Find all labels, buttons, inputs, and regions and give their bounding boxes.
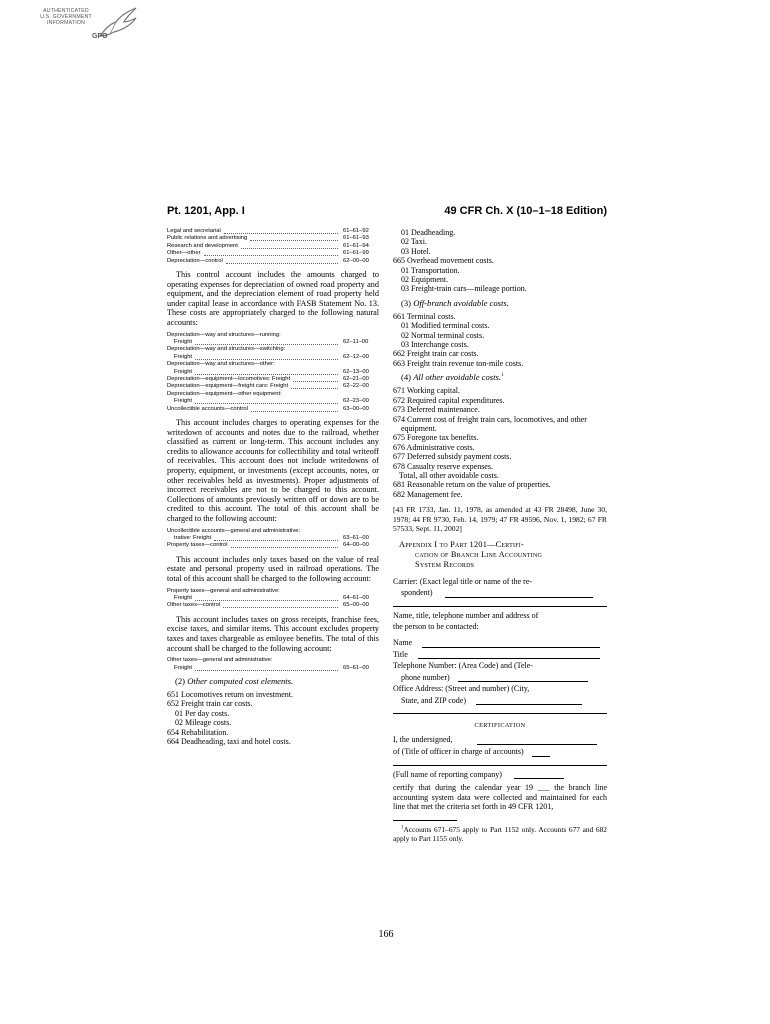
section-number: (3): [401, 297, 412, 308]
account-code: 65–00–00: [343, 602, 369, 609]
left-column: [167, 228, 379, 746]
name-field-row: [393, 638, 607, 648]
account-list: [167, 332, 379, 413]
list-item: 673 Deferred maintenance.: [393, 405, 480, 415]
account-name: trative: Freight: [174, 535, 212, 541]
carrier-label-cont: spondent): [401, 588, 433, 598]
account-heading: Depreciation—way and structures—other:: [167, 361, 275, 368]
officer-field-row: [393, 747, 607, 757]
account-name: Freight: [174, 339, 193, 345]
running-head-title: 49 CFR Ch. X (10–1–18 Edition): [444, 205, 607, 217]
list-item: 02 Equipment.: [401, 275, 449, 285]
list-item: 03 Hotel.: [401, 246, 431, 256]
officer-blank[interactable]: [532, 748, 550, 757]
list-item: 654 Rehabilitation.: [167, 727, 229, 737]
cost-item-list: [167, 690, 379, 746]
section-title: Off-branch avoidable costs.: [413, 297, 509, 308]
account-code: 65–61–00: [343, 664, 369, 671]
list-item-total: Total, all other avoidable costs.: [399, 470, 499, 480]
account-code: 63–00–00: [343, 405, 369, 412]
account-row: [167, 595, 379, 602]
list-item: 02 Mileage costs.: [175, 718, 232, 728]
account-list: [167, 588, 379, 610]
account-code: 62–23–00: [343, 398, 369, 405]
undersigned-label: I, the undersigned,: [393, 735, 453, 745]
account-name: Freight: [174, 664, 193, 671]
section-title: Other computed cost elements.: [187, 676, 294, 686]
office-label-cont: State, and ZIP code): [401, 695, 467, 705]
list-item: 02 Normal terminal costs.: [401, 330, 485, 340]
account-heading: Property taxes—general and administrative:: [167, 587, 280, 594]
office-blank[interactable]: [476, 696, 582, 705]
running-head-part: Pt. 1201, App. I: [167, 205, 245, 217]
phone-field-row: [393, 673, 607, 683]
list-item: 661 Terminal costs.: [393, 311, 456, 321]
name-label: Name: [393, 637, 413, 647]
account-code: 62–11–00: [343, 339, 369, 345]
gpo-label: GPO: [92, 33, 108, 40]
account-list: [167, 657, 379, 672]
account-code: 61–61–93: [343, 235, 369, 242]
list-item: 681 Reasonable return on the value of properties.: [393, 480, 551, 490]
officer-blank-line[interactable]: [393, 759, 607, 766]
account-row: [167, 398, 379, 405]
gpo-authentication-stamp: [30, 6, 142, 46]
account-code: 64–00–00: [343, 542, 369, 549]
stamp-line: INFORMATION: [46, 20, 86, 26]
cost-item-list: [393, 228, 607, 294]
contact-label-cont: the person to be contacted:: [393, 622, 479, 632]
account-name: Property taxes—control: [167, 542, 228, 549]
officer-label: of (Title of officer in charge of accounts): [393, 747, 524, 757]
carrier-label: Carrier: (Exact legal title or name of the re-: [393, 576, 533, 586]
list-item: 03 Freight-train cars—mileage portion.: [401, 284, 527, 294]
account-row: [167, 535, 379, 542]
account-row: [167, 258, 379, 265]
account-row: [167, 602, 379, 609]
amendment-citation: [43 FR 1733, Jan. 11, 1978, as amended at 43 FR 28498, June 30, 1978; 44 FR 9730, Feb. 14, 1979; 47 FR 49596, Nov. 1, 1982; 67 FR 57533, Sept. 11, 2002]: [393, 505, 607, 534]
carrier-field-row: [393, 588, 607, 598]
account-row: [167, 369, 379, 376]
appendix-title-line: Appendix I to Part 1201—Certifi-: [399, 539, 524, 549]
office-blank-line[interactable]: [393, 707, 607, 714]
list-item: 663 Freight train revenue ton-mile costs.: [393, 358, 524, 368]
account-row: [167, 235, 379, 242]
section-number: (2): [175, 676, 186, 686]
list-item: 677 Deferred subsidy payment costs.: [393, 452, 512, 462]
account-name: Other—other: [167, 250, 201, 257]
account-row: [167, 228, 379, 235]
list-item: 676 Administrative costs.: [393, 442, 475, 452]
running-head: [167, 205, 607, 219]
page-number: 166: [378, 929, 394, 940]
paragraph: This account includes only taxes based on the value of real estate and personal property used in railroad operations. The total of this account shall be charged to the following account:: [167, 554, 379, 583]
account-row: [167, 406, 379, 413]
paragraph: This account includes charges to operating expenses for the writedown of accounts and notes due to the railroad, whether classified as current or long-term. This account includes any credits to allowance accounts for collectibility and total writeoff of receivables. This account does not include writedowns of property, equipment, or investments (except accounts, notes, or other receivables held as investments). Proper adjustments of incorrect receivables are not to be charged to this account. Collections of amounts previously written off or down are to be credited to this account. The total of this account shall be charged to the following account:: [167, 418, 379, 523]
list-item: 652 Freight train car costs.: [167, 699, 253, 709]
account-row: [167, 243, 379, 250]
footnote-marker: 1: [501, 373, 504, 379]
account-name: Depreciation—equipment—locomotives: Freight: [167, 376, 291, 383]
list-item: 03 Interchange costs.: [401, 340, 469, 350]
account-name: Uncollectible accounts—control: [167, 405, 248, 412]
account-code: 62–22–00: [343, 383, 369, 390]
account-code: 61–61–99: [343, 250, 369, 257]
title-field-row: [393, 650, 607, 660]
account-list: [167, 528, 379, 550]
list-item: 671 Working capital.: [393, 386, 460, 396]
account-code: 61–61–92: [343, 228, 369, 234]
footnote-rule: [393, 820, 457, 821]
account-row: [167, 354, 379, 361]
list-item: 01 Modified terminal costs.: [401, 321, 490, 331]
account-name: Legal and secretarial: [167, 228, 221, 234]
cost-item-list: [393, 312, 607, 368]
account-name: Depreciation—equipment—freight cars: Freight: [167, 383, 289, 390]
section-number: (4): [401, 372, 412, 383]
stamp-text: [30, 8, 102, 26]
certification-form: [393, 577, 607, 813]
list-item: 675 Foregone tax benefits.: [393, 433, 479, 443]
footnote-number: 1: [401, 825, 404, 831]
account-name: Research and development: [167, 242, 238, 249]
account-code: 64–61–00: [343, 595, 369, 601]
certify-text: certify that during the calendar year 19 ___ the branch line accounting system data were collected and maintained for each line that met the criteria set forth in 49 CFR 1201,: [393, 783, 607, 812]
list-item: 01 Transportation.: [401, 265, 460, 275]
name-blank[interactable]: [422, 639, 600, 648]
stamp-line: U.S. GOVERNMENT: [40, 14, 92, 20]
account-row: [167, 383, 379, 390]
title-blank[interactable]: [418, 650, 600, 659]
account-name: Public relations and advertising: [167, 235, 248, 242]
account-heading: Other taxes—general and administrative:: [167, 657, 273, 664]
account-heading: Uncollectible accounts—general and administrative:: [167, 527, 301, 534]
carrier-blank[interactable]: [445, 589, 593, 598]
account-name: Freight: [174, 353, 193, 360]
office-label: Office Address: (Street and number) (City,: [393, 684, 530, 694]
undersigned-field-row: [393, 735, 607, 745]
phone-blank[interactable]: [458, 673, 588, 682]
list-item: 682 Management fee.: [393, 489, 463, 499]
account-code: 61–61–94: [343, 242, 369, 249]
list-item: 672 Required capital expenditures.: [393, 395, 505, 405]
account-heading: Depreciation—way and structures—running:: [167, 331, 281, 338]
footnote-text: Accounts 671–675 apply to Part 1152 only. Accounts 677 and 682 apply to Part 1155 only.: [393, 825, 607, 844]
account-name: Freight: [174, 398, 193, 405]
account-name: Other taxes—control: [167, 602, 221, 609]
paragraph: This account includes taxes on gross receipts, franchise fees, excise taxes, and similar items. This account excludes property taxes and taxes chargeable as emloyee benefits. The total of this account shall be charged to the following account:: [167, 614, 379, 653]
account-code: 62–00–00: [343, 257, 369, 264]
account-heading: Depreciation—equipment—other equipment:: [167, 390, 282, 397]
carrier-blank-line[interactable]: [393, 600, 607, 607]
account-name: Freight: [174, 595, 193, 601]
section-heading: [167, 676, 379, 686]
appendix-title-line: System Records: [415, 560, 475, 570]
list-item: 01 Deadheading.: [401, 228, 456, 237]
account-code: 63–61–00: [343, 535, 369, 541]
company-field-row: [393, 770, 607, 780]
account-row: [167, 250, 379, 257]
office-field-row: [393, 696, 607, 706]
phone-label-cont: phone number): [401, 672, 450, 682]
company-blank[interactable]: [514, 770, 564, 779]
undersigned-blank[interactable]: [477, 736, 597, 745]
account-name: Freight: [174, 368, 193, 375]
appendix-title: [393, 540, 607, 571]
phone-label: Telephone Number: (Area Code) and (Tele-: [393, 661, 533, 671]
section-heading: [393, 298, 607, 308]
account-heading: Depreciation—way and structures—switching:: [167, 346, 286, 353]
right-column: [393, 228, 607, 843]
list-item: 674 Current cost of freight train cars, locomotives, and other equipment.: [393, 414, 587, 433]
account-row: [167, 542, 379, 549]
account-code: 62–13–00: [343, 368, 369, 375]
list-item: 651 Locomotives return on investment.: [167, 690, 293, 699]
list-item: 02 Taxi.: [401, 237, 427, 247]
list-item: 664 Deadheading, taxi and hotel costs.: [167, 737, 291, 747]
section-title: All other avoidable costs.: [413, 372, 502, 383]
certification-heading: CERTIFICATION: [474, 722, 526, 730]
account-code: 62–12–00: [343, 353, 369, 360]
account-row: [167, 376, 379, 383]
paragraph: This control account includes the amounts charged to operating expenses for depreciation of owned road property and equipment, and the depreciation element of road property held under capital lease in accordance with FASB Statement No. 13. These costs are appropriately charged to the following natural accounts:: [167, 270, 379, 327]
stamp-line: AUTHENTICATED: [43, 8, 89, 14]
list-item: 678 Casualty reserve expenses.: [393, 461, 493, 471]
account-list: [167, 228, 379, 265]
appendix-title-line: cation of Branch Line Accounting: [415, 550, 543, 560]
list-item: 665 Overhead movement costs.: [393, 256, 494, 266]
company-label: (Full name of reporting company): [393, 769, 502, 779]
account-name: Depreciation—control: [167, 257, 223, 264]
account-row: [167, 665, 379, 672]
account-row: [167, 339, 379, 346]
title-label: Title: [393, 649, 408, 659]
footnote: [393, 825, 607, 843]
contact-label: Name, title, telephone number and address of: [393, 610, 539, 620]
cost-item-list: [393, 386, 607, 499]
list-item: 01 Per day costs.: [175, 708, 230, 718]
account-code: 62–21–00: [343, 376, 369, 383]
list-item: 662 Freight train car costs.: [393, 349, 479, 359]
section-heading: [393, 372, 607, 382]
